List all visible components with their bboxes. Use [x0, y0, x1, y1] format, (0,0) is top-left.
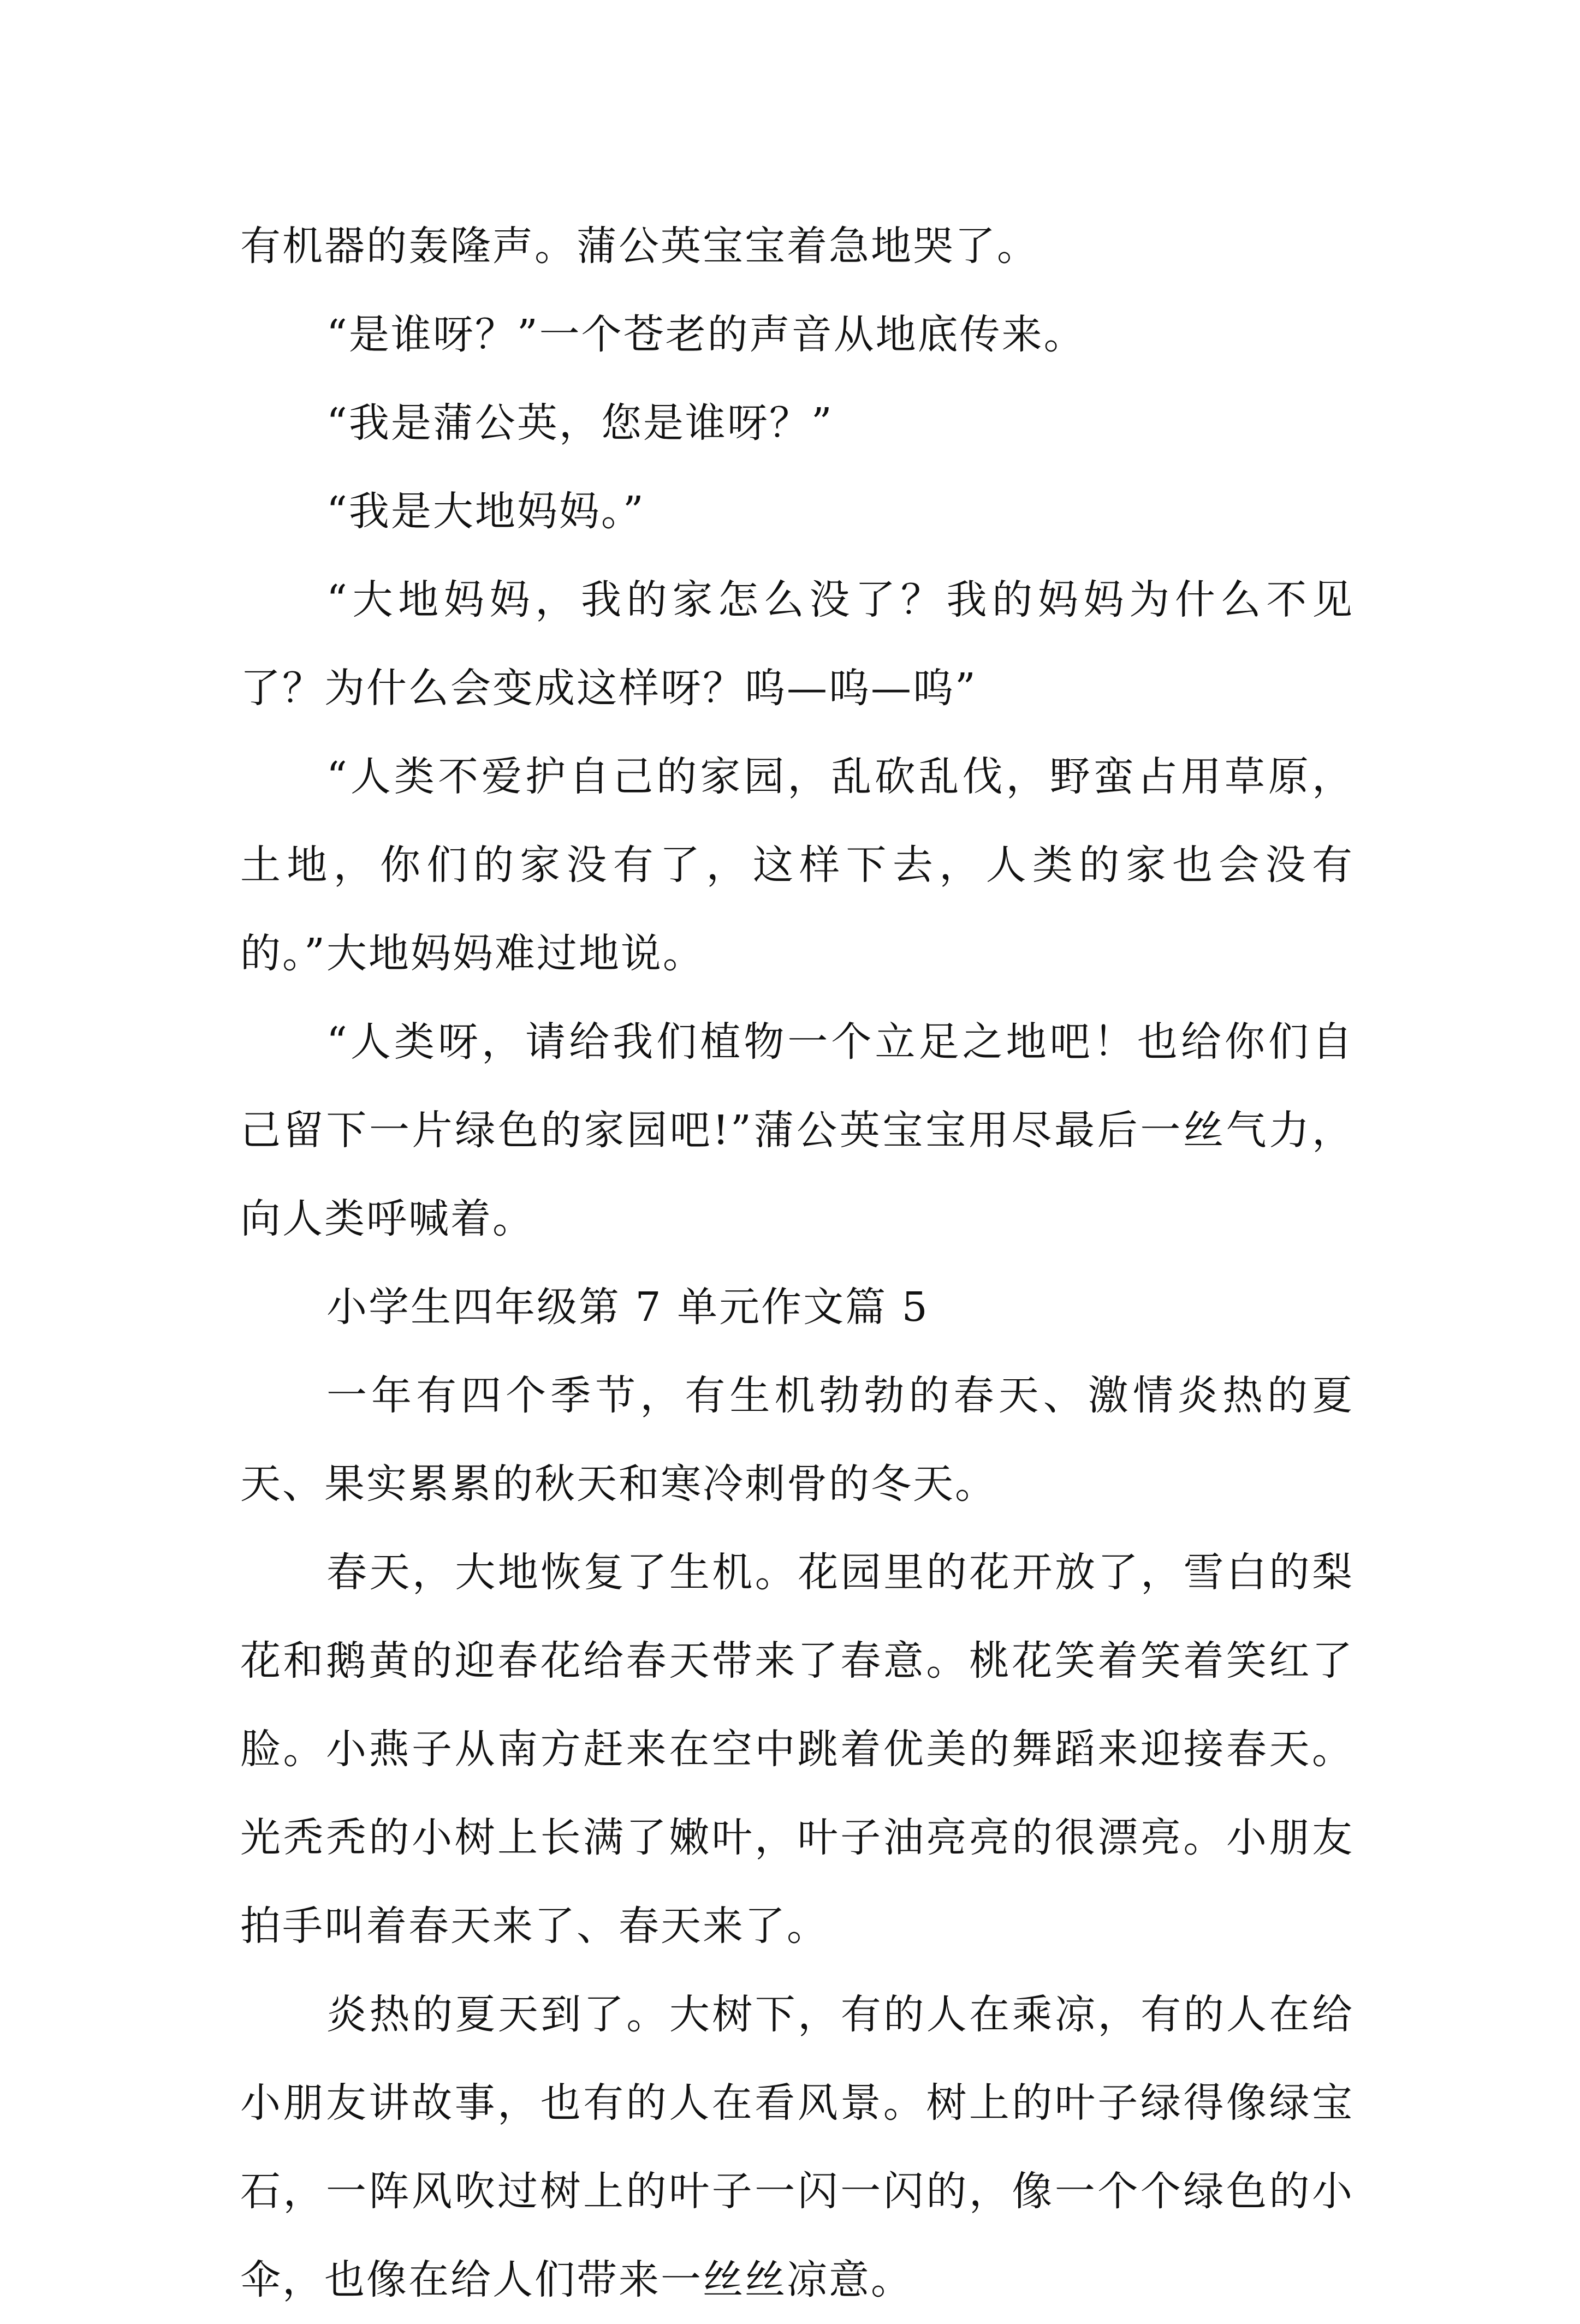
essay-paragraph: 一年有四个季节，有生机勃勃的春天、激情炎热的夏天、果实累累的秋天和寒冷刺骨的冬天。 [240, 1372, 1354, 1507]
essay-paragraph: 春天，大地恢复了生机。花园里的花开放了，雪白的梨花和鹅黄的迎春花给春天带来了春意。桃花笑着笑着笑红了脸。小燕子从南方赶来在空中跳着优美的舞蹈来迎接春天。光秃秃的小树上长满了嫩叶，叶子油亮亮的很漂亮。小朋友拍手叫着春天来了、春天来了。 [240, 1549, 1354, 1950]
story-paragraph: “大地妈妈，我的家怎么没了？我的妈妈为什么不见了？为什么会变成这样呀？呜—呜—呜” [240, 576, 1354, 712]
essay-paragraph: 炎热的夏天到了。大树下，有的人在乘凉，有的人在给小朋友讲故事，也有的人在看风景。树上的叶子绿得像绿宝石，一阵风吹过树上的叶子一闪一闪的，像一个个绿色的小伞，也像在给人们带来一丝丝凉意。 [240, 1991, 1354, 2303]
story-paragraph: “我是大地妈妈。” [326, 488, 645, 535]
story-paragraph: 有机器的轰隆声。蒲公英宝宝着急地哭了。 [240, 223, 1039, 270]
story-paragraph: “我是蒲公英，您是谁呀？” [326, 400, 834, 446]
section-heading: 小学生四年级第 7 单元作文篇 5 [326, 1284, 929, 1331]
story-paragraph: “人类呀，请给我们植物一个立足之地吧！也给你们自己留下一片绿色的家园吧!”蒲公英宝宝用尽最后一丝气力，向人类呼喊着。 [240, 1018, 1354, 1242]
story-paragraph: “人类不爱护自己的家园，乱砍乱伐，野蛮占用草原，土地，你们的家没有了，这样下去，人类的家也会没有的。”大地妈妈难过地说。 [240, 753, 1354, 977]
story-paragraph: “是谁呀？”一个苍老的声音从地底传来。 [326, 311, 1086, 358]
document-body [240, 202, 1354, 2324]
